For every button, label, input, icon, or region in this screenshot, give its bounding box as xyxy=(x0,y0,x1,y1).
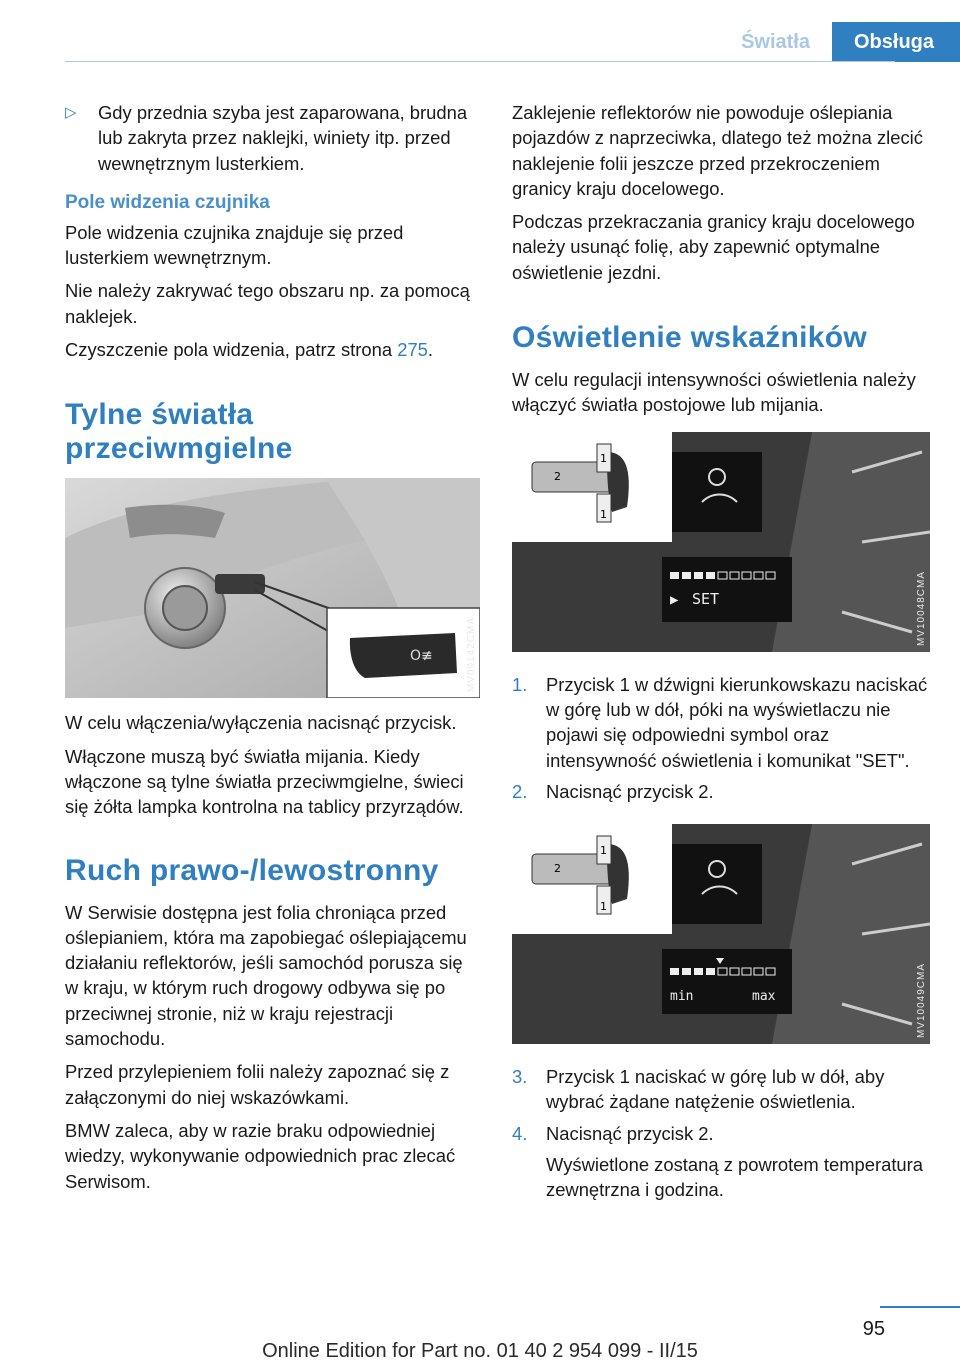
svg-text:O≢: O≢ xyxy=(410,648,433,665)
display-set-text: SET xyxy=(692,589,720,608)
display-set-illustration xyxy=(512,432,930,652)
display-max-text: max xyxy=(752,989,776,1005)
paragraph-text: Czyszczenie pola widzenia, patrz strona xyxy=(65,339,398,361)
step-number: 3. xyxy=(512,1066,528,1088)
list-item xyxy=(65,100,479,176)
step-number: 4. xyxy=(512,1122,528,1144)
paragraph: Włączone muszą być światła mijania. Kiedy włączone są tylne światła przeciwmgielne, świeci się żółta lampka kontrolna na tablicy przyrządów. xyxy=(65,745,464,818)
subheading-sensor: Pole widzenia czujnika xyxy=(65,191,270,213)
header-tabs xyxy=(719,22,960,62)
page-number: 95 xyxy=(862,1318,885,1340)
label-1-bottom: 1 xyxy=(600,900,607,914)
steps-list-a xyxy=(512,672,932,804)
paragraph: Zaklejenie reflektorów nie powoduje oślepiania pojazdów z naprzeciwka, dlatego też można zlecić naklejenie folii jeszcze przed przekroczeniem granicy kraju docelowego. xyxy=(512,102,923,199)
paragraph: Przed przylepieniem folii należy zapoznać się z załączonymi do niej wskazówkami. xyxy=(65,1061,450,1108)
paragraph: W Serwisie dostępna jest folia chroniąca przed oślepianiem, która ma zapobiegać oślepiającemu działaniu reflektorów, jeśli samochód porusza się w kraju, w którym ruch drogowy odbywa się po przeciwnej stronie, niż w kraju rejestracji samochodu. xyxy=(65,901,467,1050)
label-2: 2 xyxy=(554,862,561,876)
label-1-top: 1 xyxy=(600,844,607,858)
image-code: MV10048CMA xyxy=(916,570,927,646)
paragraph: BMW zaleca, aby w razie braku odpowiedniej wiedzy, wykonywanie odpowiednich prac zlecać Serwisom. xyxy=(65,1119,456,1192)
right-column xyxy=(512,100,932,1211)
bullet-text: Gdy przednia szyba jest zaparowana, brudna lub zakryta przez naklejki, winiety itp. przed wewnętrznym lusterkiem. xyxy=(98,102,468,174)
svg-text:▶: ▶ xyxy=(670,591,679,608)
step-text: Przycisk 1 w dźwigni kierunkowskazu naciskać w górę lub w dół, póki na wyświetlaczu nie pojawi się odpowiedni symbol oraz intensywność oświetlenia i komunikat "SET". xyxy=(546,673,928,771)
footer-edition: Online Edition for Part no. 01 40 2 954 099 - II/15 xyxy=(262,1340,698,1362)
heading-fog-lights: Tylne światła przeciwmgielne xyxy=(65,398,293,466)
paragraph-end: . xyxy=(427,339,434,361)
display-minmax-image xyxy=(512,824,930,1044)
label-2: 2 xyxy=(554,469,561,483)
paragraph: W celu regulacji intensywności oświetlenia należy włączyć światła postojowe lub mijania. xyxy=(512,369,916,416)
header-rule xyxy=(65,61,895,62)
list-item xyxy=(512,1064,932,1115)
page-link[interactable]: 275 xyxy=(397,339,428,361)
triangle-bullet-icon: ▷ xyxy=(65,104,77,121)
step-text: Przycisk 1 naciskać w górę lub w dół, aby wybrać żądane natężenie oświetlenia. xyxy=(546,1066,885,1113)
display-minmax-illustration xyxy=(512,824,930,1044)
step-text: Nacisnąć przycisk 2. xyxy=(546,1122,714,1144)
image-code: MV10049CMA xyxy=(916,963,927,1039)
tab-obsluga[interactable]: Obsługa xyxy=(832,22,960,62)
paragraph: Nie należy zakrywać tego obszaru np. za pomocą naklejek. xyxy=(65,280,470,327)
fog-light-switch-image xyxy=(65,478,480,698)
display-set-image xyxy=(512,432,930,652)
display-min-text: min xyxy=(670,989,694,1005)
step-number: 2. xyxy=(512,780,528,802)
paragraph: Pole widzenia czujnika znajduje się przed lusterkiem wewnętrznym. xyxy=(65,221,404,269)
paragraph-with-link xyxy=(65,337,479,362)
paragraph: Podczas przekraczania granicy kraju docelowego należy usunąć folię, aby zapewnić optymalne oświetlenie jezdni. xyxy=(512,211,915,283)
step-text: Nacisnąć przycisk 2. xyxy=(546,780,714,802)
list-item xyxy=(512,1121,932,1146)
fog-light-switch-illustration xyxy=(65,478,480,698)
steps-list-b xyxy=(512,1064,932,1202)
image-code: MV09142CMA xyxy=(466,617,477,693)
heading-traffic: Ruch prawo-/lewostronny xyxy=(65,853,439,887)
left-column xyxy=(65,100,479,1202)
list-item xyxy=(512,779,932,804)
step-note: Wyświetlone zostaną z powrotem temperatura zewnętrzna i godzina. xyxy=(546,1154,924,1201)
paragraph: W celu włączenia/wyłączenia nacisnąć przycisk. xyxy=(65,712,457,734)
step-number: 1. xyxy=(512,673,528,695)
list-item xyxy=(512,672,932,773)
label-1-top: 1 xyxy=(600,451,607,465)
footer-rule xyxy=(880,1306,960,1308)
tab-swiatla[interactable]: Światła xyxy=(741,30,810,53)
heading-instrument-lighting: Oświetlenie wskaźników xyxy=(512,321,868,355)
label-1-bottom: 1 xyxy=(600,507,607,521)
